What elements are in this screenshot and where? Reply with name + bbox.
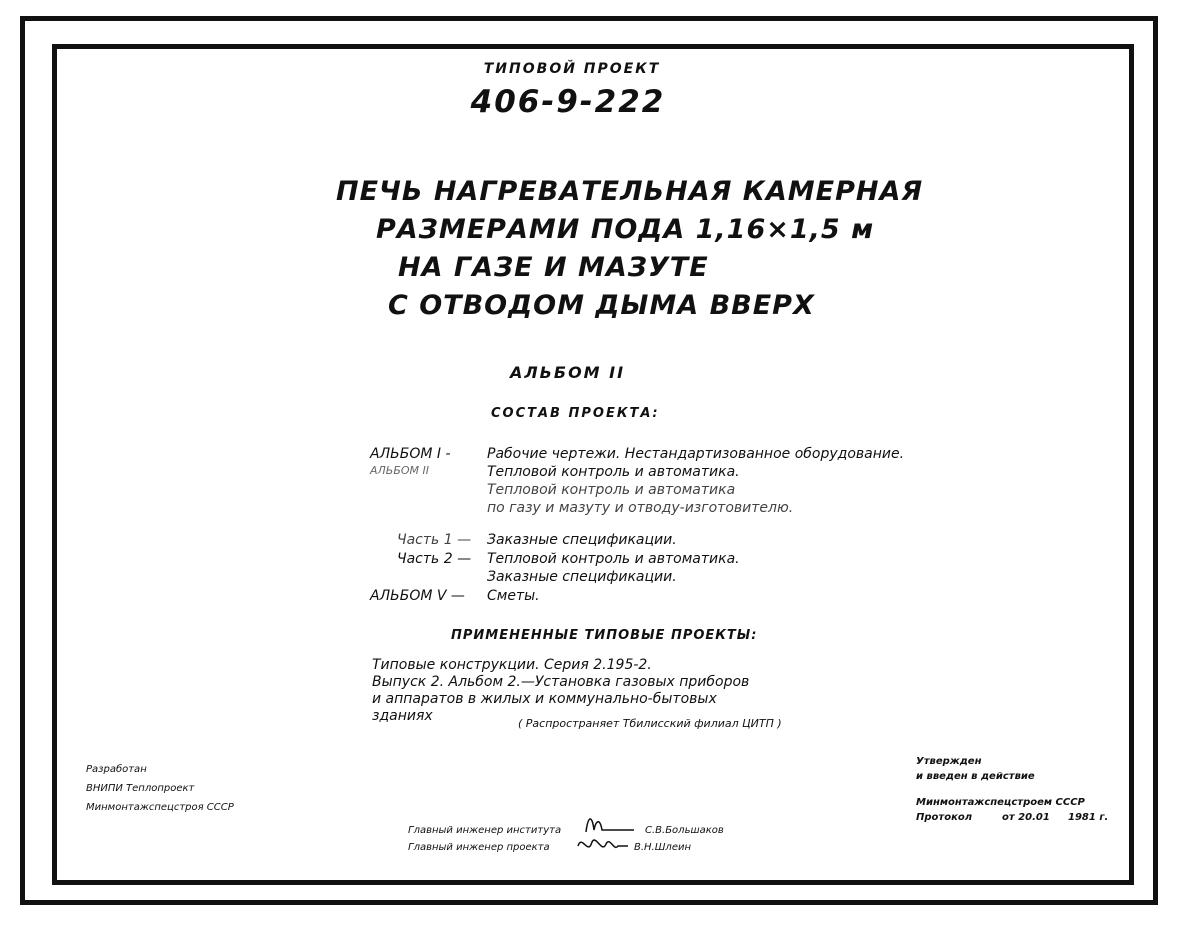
- composition-row-text: Тепловой контроль и автоматика.: [487, 464, 740, 480]
- chief-institute-name: С.В.Большаков: [645, 825, 724, 836]
- applied-line: Выпуск 2. Альбом 2.—Установка газовых приборов: [372, 674, 750, 690]
- composition-row-text: Заказные спецификации.: [487, 569, 677, 585]
- composition-heading: СОСТАВ ПРОЕКТА:: [491, 406, 660, 421]
- chief-project-role: Главный инженер проекта: [408, 842, 550, 853]
- composition-row-text: Тепловой контроль и автоматика: [487, 482, 736, 498]
- protocol-date: от 20.01: [1002, 812, 1050, 823]
- developer-line: Минмонтажспецстроя СССР: [86, 802, 234, 813]
- composition-row-label: АЛЬБОМ I -: [370, 446, 451, 462]
- composition-row-label: Часть 1 —: [397, 532, 472, 548]
- applied-heading: ПРИМЕНЕННЫЕ ТИПОВЫЕ ПРОЕКТЫ:: [451, 628, 758, 643]
- chief-institute-role: Главный инженер института: [408, 825, 562, 836]
- composition-row-text: по газу и мазуту и отводу-изготовителю.: [487, 500, 794, 516]
- developer-line: ВНИПИ Теплопроект: [86, 783, 195, 794]
- composition-row-text: Тепловой контроль и автоматика.: [487, 551, 740, 567]
- composition-row-text: Сметы.: [487, 588, 540, 604]
- applied-line: Типовые конструкции. Серия 2.195-2.: [372, 657, 652, 673]
- applied-line: и аппаратов в жилых и коммунально-бытовых: [372, 691, 717, 707]
- distributor-note: ( Распространяет Тбилисский филиал ЦИТП ): [518, 717, 782, 730]
- title-line-1: ПЕЧЬ НАГРЕВАТЕЛЬНАЯ КАМЕРНАЯ: [336, 176, 924, 207]
- developer-line: Разработан: [86, 764, 147, 775]
- title-line-2: РАЗМЕРАМИ ПОДА 1,16×1,5 м: [376, 214, 875, 245]
- project-number: 406-9-222: [470, 84, 666, 120]
- protocol-label: Протокол: [916, 812, 973, 823]
- approval-line: Утвержден: [916, 756, 982, 767]
- protocol-year: 1981 г.: [1068, 812, 1109, 823]
- project-type-label: ТИПОВОЙ ПРОЕКТ: [483, 61, 661, 77]
- approval-line: и введен в действие: [916, 771, 1035, 782]
- composition-row-label: Часть 2 —: [397, 551, 472, 567]
- composition-row-text: Рабочие чертежи. Нестандартизованное оборудование.: [487, 446, 905, 462]
- composition-row-label: АЛЬБОМ II: [370, 464, 430, 477]
- composition-row-label: АЛЬБОМ V —: [370, 588, 465, 604]
- applied-line: зданиях: [372, 708, 433, 724]
- album-label: АЛЬБОМ II: [510, 363, 626, 382]
- approval-ministry: Минмонтажспецстроем СССР: [916, 797, 1085, 808]
- title-line-3: НА ГАЗЕ И МАЗУТЕ: [398, 252, 709, 283]
- composition-row-text: Заказные спецификации.: [487, 532, 677, 548]
- signature-mark-2: [574, 832, 630, 858]
- title-line-4: С ОТВОДОМ ДЫМА ВВЕРХ: [388, 290, 815, 321]
- chief-project-name: В.Н.Шлеин: [634, 842, 692, 853]
